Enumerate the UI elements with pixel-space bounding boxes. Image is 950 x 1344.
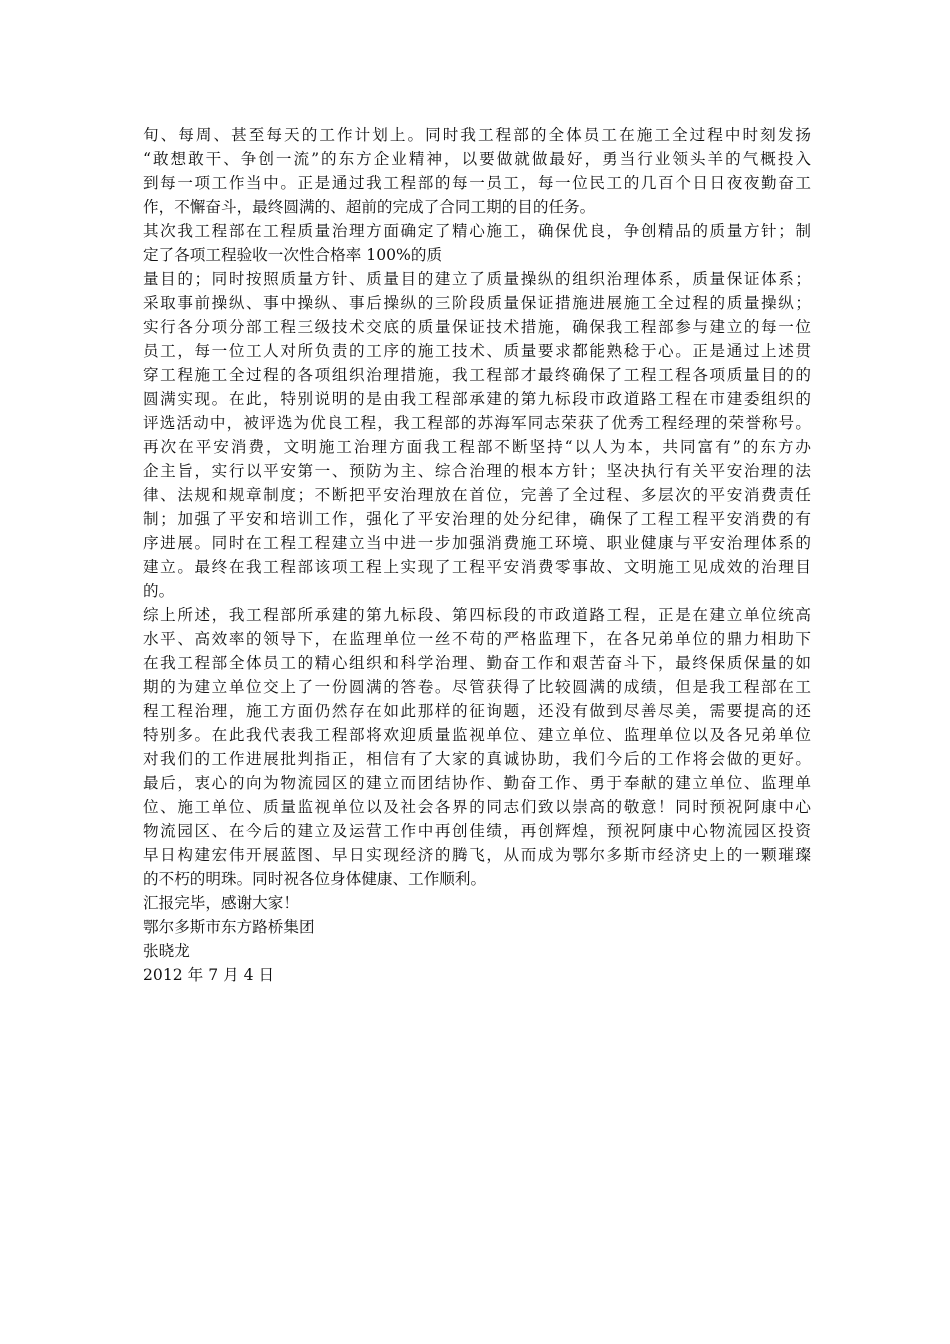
text-line: 其次我工程部在工程质量治理方面确定了精心施工，确保优良，争创精品的质量方针；制 [143,222,811,240]
text-line: 物流园区、在今后的建立及运营工作中再创佳绩，再创辉煌，预祝阿康中心物流园区投资 [143,822,811,840]
text-line: 作，不懈奋斗，最终圆满的、超前的完成了合同工期的目的任务。 [143,198,596,216]
text-line: 穿工程施工全过程的各项组织治理措施，我工程部才最终确保了工程工程各项质量目的的 [143,366,811,384]
text-line: 旬、每周、甚至每天的工作计划上。同时我工程部的全体员工在施工全过程中时刻发扬 [143,126,811,144]
text-line: 鄂尔多斯市东方路桥集团 [143,918,315,936]
text-line: 综上所述，我工程部所承建的第九标段、第四标段的市政道路工程，正是在建立单位统高 [143,606,811,624]
text-line: 的不朽的明珠。同时祝各位身体健康、工作顺利。 [143,870,487,888]
text-line: 圆满实现。在此，特别说明的是由我工程部承建的第九标段市政道路工程在市建委组织的 [143,390,811,408]
text-line: 评选活动中，被评选为优良工程，我工程部的苏海军同志荣获了优秀工程经理的荣誉称号。 [143,414,811,432]
text-line: 企主旨，实行以平安第一、预防为主、综合治理的根本方针；坚决执行有关平安治理的法 [143,462,811,480]
text-line: 建立。最终在我工程部该项工程上实现了工程平安消费零事故、文明施工见成效的治理目 [143,558,811,576]
text-line: 序进展。同时在工程工程建立当中进一步加强消费施工环境、职业健康与平安治理体系的 [143,534,811,552]
text-line: 到每一项工作当中。正是通过我工程部的每一员工，每一位民工的几百个日日夜夜勤奋工 [143,174,811,192]
text-line: 定了各项工程验收一次性合格率 100%的质 [143,246,443,264]
text-line: 水平、高效率的领导下，在监理单位一丝不苟的严格监理下，在各兄弟单位的鼎力相助下 [143,630,811,648]
text-line: 再次在平安消费，文明施工治理方面我工程部不断坚持“以人为本，共同富有”的东方办 [143,438,811,456]
text-line: 期的为建立单位交上了一份圆满的答卷。尽管获得了比较圆满的成绩，但是我工程部在工 [143,678,811,696]
text-line: 程工程治理，施工方面仍然存在如此那样的征询题，还没有做到尽善尽美，需要提高的还 [143,702,811,720]
text-line: 位、施工单位、质量监视单位以及社会各界的同志们致以崇高的敬意！同时预祝阿康中心 [143,798,811,816]
text-line: 采取事前操纵、事中操纵、事后操纵的三阶段质量保证措施进展施工全过程的质量操纵； [143,294,811,312]
text-line: 2012 年 7 月 4 日 [143,966,275,984]
text-line: 律、法规和规章制度；不断把平安治理放在首位，完善了全过程、多层次的平安消费责任 [143,486,811,504]
document-body [143,123,811,987]
text-line: 汇报完毕，感谢大家！ [143,894,299,912]
text-line: 量目的；同时按照质量方针、质量目的建立了质量操纵的组织治理体系，质量保证体系； [143,270,811,288]
text-line: 特别多。在此我代表我工程部将欢迎质量监视单位、建立单位、监理单位以及各兄弟单位 [143,726,811,744]
text-line: “敢想敢干、争创一流”的东方企业精神，以要做就做最好，勇当行业领头羊的气概投入 [143,150,811,168]
text-line: 的。 [143,582,175,600]
text-line: 最后，衷心的向为物流园区的建立而团结协作、勤奋工作、勇于奉献的建立单位、监理单 [143,774,811,792]
text-line: 员工，每一位工人对所负责的工序的施工技术、质量要求都能熟稔于心。正是通过上述贯 [143,342,811,360]
text-line: 张晓龙 [143,942,190,960]
text-line: 制；加强了平安和培训工作，强化了平安治理的处分纪律，确保了工程工程平安消费的有 [143,510,811,528]
text-line: 对我们的工作进展批判指正，相信有了大家的真诚协助，我们今后的工作将会做的更好。 [143,750,811,768]
text-line: 在我工程部全体员工的精心组织和科学治理、勤奋工作和艰苦奋斗下，最终保质保量的如 [143,654,811,672]
text-line: 早日构建宏伟开展蓝图、早日实现经济的腾飞，从而成为鄂尔多斯市经济史上的一颗璀璨 [143,846,811,864]
text-line: 实行各分项分部工程三级技术交底的质量保证技术措施，确保我工程部参与建立的每一位 [143,318,811,336]
